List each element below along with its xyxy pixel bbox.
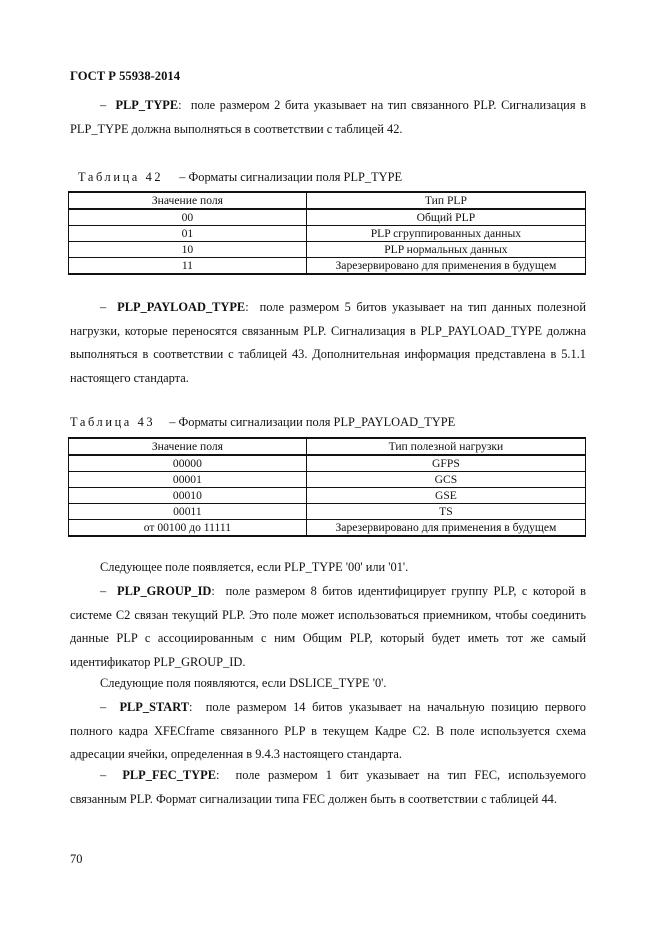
table-row [69,504,586,520]
paragraph-text: поле размером 5 битов указывает на тип данных полезной нагрузки, которые переносятся связанным PLP. Сигнализация в PLP_PAYLOAD_TYPE должна выполняться в соответствии с таблицей 43. Дополнительная информация представлена в 5.1.1 настоящего стандарта. [70,300,586,385]
table-42-title: – Форматы сигнализации поля PLP_TYPE [179,170,403,184]
table-row [69,258,586,275]
table-cell: GCS [306,472,585,488]
column-header: Значение поля [69,192,307,209]
table-43-label: Таблица 43 [70,415,156,429]
column-header: Значение поля [69,438,307,455]
term-plp-type: PLP_TYPE [115,98,179,112]
table-row [69,520,586,537]
paragraph-plp-group-id: – PLP_GROUP_ID: поле размером 8 битов идентифицирует группу PLP, с которой в системе C2 связан текущий PLP. Это поле может использоваться приемником, чтобы соединить данные PLP с ассоциированным с ним Общим PLP, который будет иметь тот же самый идентификатор PLP_GROUP_ID. [70,584,587,669]
table-cell: 00011 [69,504,307,520]
paragraph-condition-plp-type: Следующее поле появляется, если PLP_TYPE '00' или '01'. [100,560,409,574]
paragraph-condition-dslice-type: Следующие поля появляются, если DSLICE_TYPE '0'. [100,676,387,690]
table-cell: TS [306,504,585,520]
table-cell: 00 [69,209,307,226]
table-cell: Зарезервировано для применения в будущем [306,520,585,537]
term-plp-group-id: PLP_GROUP_ID [117,584,212,598]
table-row [69,209,586,226]
paragraph-plp-type: – PLP_TYPE: поле размером 2 бита указывает на тип связанного PLP. Сигнализация в PLP_TYPE должна выполняться в соответствии с таблицей 42. [70,98,586,136]
table-cell: PLP нормальных данных [306,242,585,258]
table-43 [68,437,586,537]
paragraph-plp-start: – PLP_START: поле размером 14 битов указывает на начальную позицию первого полного кадра XFECframe связанного PLP в текущем Кадре C2. В поле используется схема адресации ячейки, определенная в 9.4.3 настоящего стандарта. [70,700,586,761]
term-plp-start: PLP_START [119,700,190,714]
table-row [69,488,586,504]
table-42-label: Таблица 42 [78,170,164,184]
table-cell: 00000 [69,455,307,472]
table-cell: 01 [69,226,307,242]
table-cell: 00010 [69,488,307,504]
paragraph-plp-payload-type: – PLP_PAYLOAD_TYPE: поле размером 5 битов указывает на тип данных полезной нагрузки, которые переносятся связанным PLP. Сигнализация в PLP_PAYLOAD_TYPE должна выполняться в соответствии с таблицей 43. Дополнительная информация представлена в 5.1.1 настоящего стандарта. [70,300,586,385]
table-42-caption [78,170,402,185]
table-43-title: – Форматы сигнализации поля PLP_PAYLOAD_TYPE [169,415,456,429]
page-number: 70 [70,852,83,866]
table-row [69,242,586,258]
table-cell: Зарезервировано для применения в будущем [306,258,585,275]
table-43-caption [70,415,455,430]
table-row [69,226,586,242]
table-cell: GFPS [306,455,585,472]
paragraph-text: поле размером 14 битов указывает на начальную позицию первого полного кадра XFECframe связанного PLP в текущем Кадре C2. В поле используется схема адресации ячейки, определенная в 9.4.3 настоящего стандарта. [70,700,586,761]
table-cell: Общий PLP [306,209,585,226]
column-header: Тип полезной нагрузки [306,438,585,455]
document-header: ГОСТ Р 55938-2014 [70,69,180,83]
table-cell: 00001 [69,472,307,488]
paragraph-plp-fec-type: – PLP_FEC_TYPE: поле размером 1 бит указывает на тип FEC, используемого связанным PLP. Формат сигнализации типа FEC должен быть в соответствии с таблицей 44. [70,768,586,806]
table-cell: от 00100 до 11111 [69,520,307,537]
table-42 [68,191,586,275]
table-header-row [69,438,586,455]
paragraph-text: поле размером 8 битов идентифицирует группу PLP, с которой в системе C2 связан текущий PLP. Это поле может использоваться приемником, чтобы соединить данные PLP с ассоциированным с ним Общим PLP, который будет иметь тот же самый идентификатор PLP_GROUP_ID. [70,584,587,669]
term-plp-fec-type: PLP_FEC_TYPE [122,768,216,782]
table-row [69,455,586,472]
column-header: Тип PLP [306,192,585,209]
term-plp-payload-type: PLP_PAYLOAD_TYPE [117,300,246,314]
table-cell: 11 [69,258,307,275]
table-row [69,472,586,488]
paragraph-text: поле размером 2 бита указывает на тип связанного PLP. Сигнализация в PLP_TYPE должна выполняться в соответствии с таблицей 42. [70,98,586,136]
table-cell: GSE [306,488,585,504]
table-cell: PLP сгруппированных данных [306,226,585,242]
table-header-row [69,192,586,209]
table-cell: 10 [69,242,307,258]
paragraph-text: поле размером 1 бит указывает на тип FEC, используемого связанным PLP. Формат сигнализации типа FEC должен быть в соответствии с таблицей 44. [70,768,586,806]
